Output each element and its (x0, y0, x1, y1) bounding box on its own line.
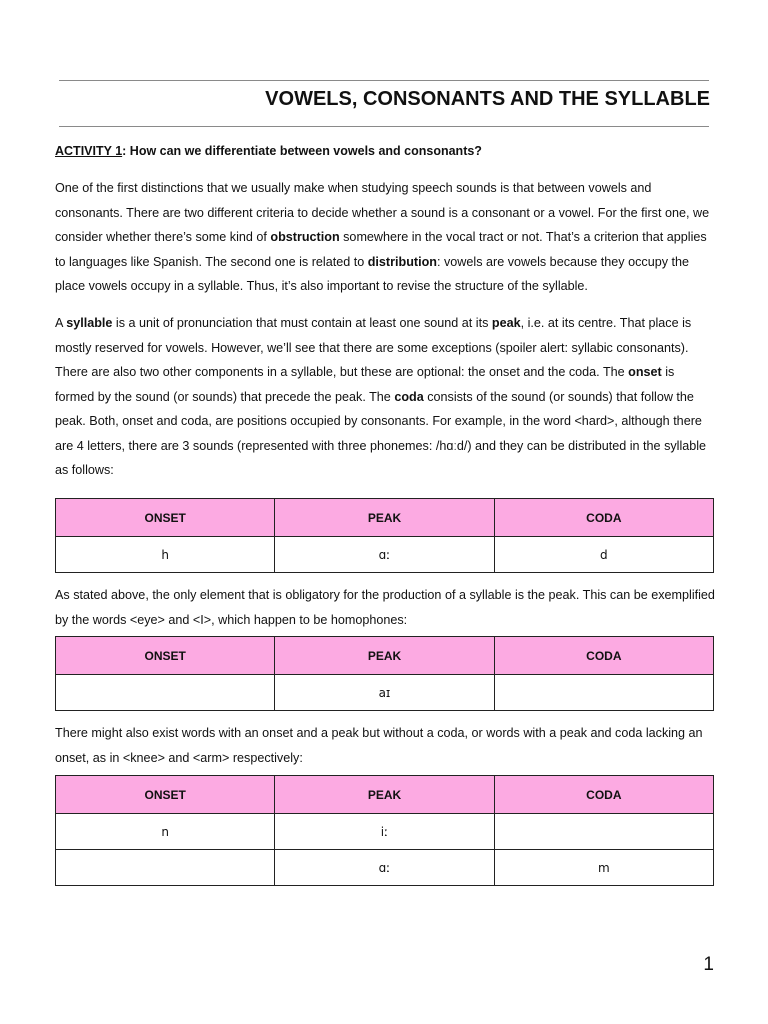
cell-onset: n (56, 814, 275, 850)
activity-question: : How can we differentiate between vowels and consonants? (122, 144, 482, 158)
header-peak: PEAK (275, 637, 494, 675)
table-row (56, 675, 714, 711)
header-onset: ONSET (56, 776, 275, 814)
paragraph-2-text-c: is a unit of pronunciation that must contain at least one sound at its (112, 316, 492, 330)
activity-heading (55, 144, 482, 158)
term-obstruction: obstruction (270, 230, 340, 244)
cell-peak: aɪ (275, 675, 494, 711)
paragraph-2 (55, 311, 717, 483)
header-onset: ONSET (56, 637, 275, 675)
cell-coda: d (494, 537, 713, 573)
cell-peak: ɑː (275, 850, 494, 886)
cell-onset: h (56, 537, 275, 573)
cell-peak: iː (275, 814, 494, 850)
cell-coda (494, 814, 713, 850)
paragraph-4: There might also exist words with an onset and a peak but without a coda, or words with a peak and coda lacking an onset, as in <knee> and <arm> respectively: (55, 726, 703, 765)
header-coda: CODA (494, 637, 713, 675)
paragraph-2-text-i: consists of the sound (or sounds) that follow the peak. Both, onset and coda, are positions occupied by consonants. For example, in the word <hard>, although there are 4 letters, there are 3 sounds (represented with three phonemes: /hɑːd/) and they can be distributed in the syllable as follows: (55, 389, 707, 477)
table-header-row (56, 499, 714, 537)
table-header-row (56, 637, 714, 675)
paragraph-2-text-e: , i.e. at its centre. That place is mostly reserved for vowels. However, we’ll see that there are some exceptions (spoiler alert: syllabic consonants). There are also two other components in a syllable, but these are optional: the onset and the coda. The (55, 316, 692, 379)
paragraph-1-text-e: : vowels are vowels because they occupy the place vowels occupy in a syllable. Thus, it’s also important to revise the structure of the syllable. (55, 254, 690, 293)
cell-coda (494, 675, 713, 711)
cell-onset (56, 850, 275, 886)
term-distribution: distribution (367, 254, 437, 269)
header-onset: ONSET (56, 499, 275, 537)
term-onset: onset (628, 365, 662, 379)
paragraph-3: As stated above, the only element that is obligatory for the production of a syllable is the peak. This can be exemplified by the words <eye> and <I>, which happen to be homophones: (55, 588, 715, 627)
title-underline-rule (59, 126, 709, 127)
syllable-table-knee-arm (55, 775, 714, 886)
term-coda: coda (394, 389, 424, 404)
paragraph-1 (55, 176, 717, 299)
table-row (56, 537, 714, 573)
page-number: 1 (703, 954, 714, 975)
term-peak: peak (491, 316, 521, 330)
paragraph-1-text-c: somewhere in the vocal tract or not. That’s a criterion that applies to languages like Spanish. The second one is related to (55, 230, 707, 269)
cell-peak: ɑː (275, 537, 494, 573)
syllable-table-hard (55, 498, 714, 573)
term-syllable: syllable (66, 316, 113, 330)
header-coda: CODA (494, 499, 713, 537)
cell-coda: m (494, 850, 713, 886)
paragraph-2-text-g: is formed by the sound (or sounds) that precede the peak. The (55, 365, 675, 404)
table-row (56, 814, 714, 850)
cell-onset (56, 675, 275, 711)
paragraph-2-text-a: A (55, 316, 67, 330)
top-rule (59, 80, 709, 81)
activity-label: ACTIVITY 1 (55, 144, 123, 158)
syllable-table-eye (55, 636, 714, 711)
header-coda: CODA (494, 776, 713, 814)
table-row (56, 850, 714, 886)
header-peak: PEAK (275, 499, 494, 537)
page-title: VOWELS, CONSONANTS AND THE SYLLABLE (265, 88, 710, 110)
paragraph-1-text-a: One of the first distinctions that we usually make when studying speech sounds is that between vowels and consonants. There are two different criteria to decide whether a sound is a consonant or a vowel. For the first one, we consider whether there’s some kind of (55, 181, 710, 244)
table-header-row (56, 776, 714, 814)
header-peak: PEAK (275, 776, 494, 814)
